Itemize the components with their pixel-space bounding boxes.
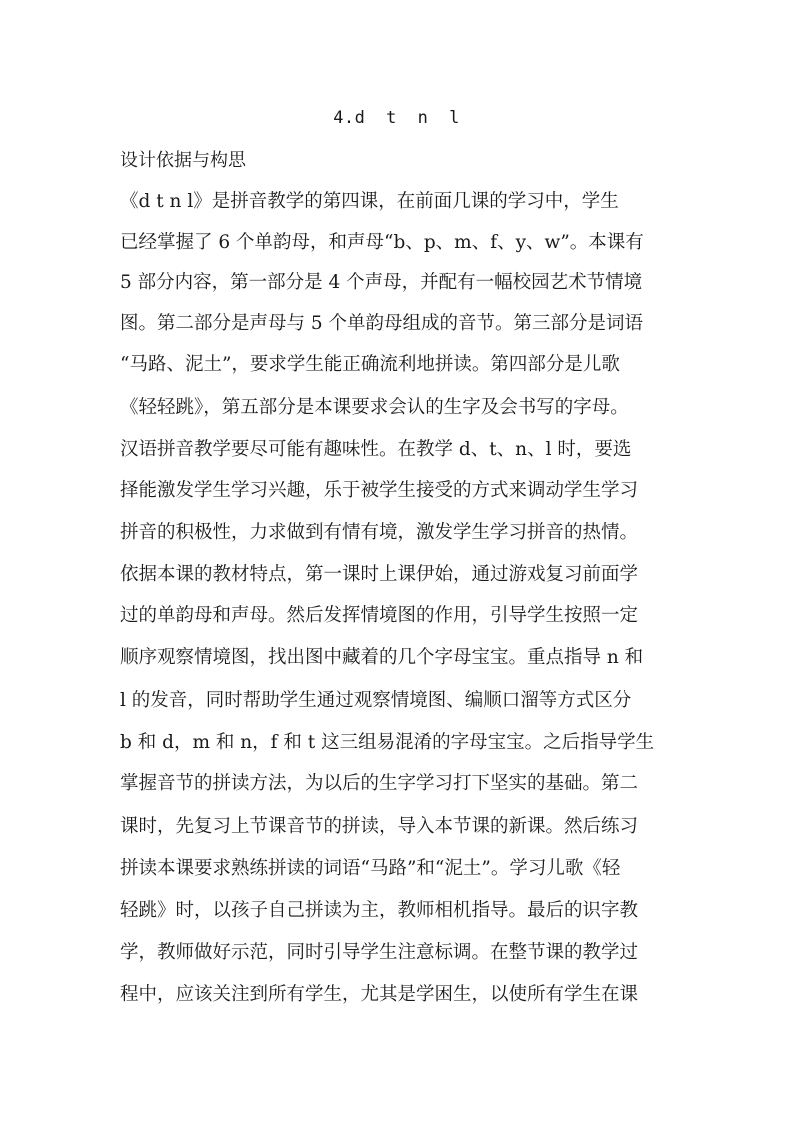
paragraph-line: 过的单韵母和声母。然后发挥情境图的作用，引导学生按照一定 [120,605,639,626]
paragraph-line: 拼读本课要求熟练拼读的词语“马路”和“泥土”。学习儿歌《轻 [120,858,621,879]
section-heading: 设计依据与构思 [120,150,246,171]
page-title: 4.d t n l [333,108,460,128]
paragraph-line: 课时，先复习上节课音节的拼读，导入本节课的新课。然后练习 [120,816,639,837]
paragraph-line: l 的发音，同时帮助学生通过观察情境图、编顺口溜等方式区分 [120,690,632,711]
paragraph-line: 择能激发学生学习兴趣，乐于被学生接受的方式来调动学生学习 [120,480,639,501]
paragraph-line: 已经掌握了 6 个单韵母，和声母“b、p、m、f、y、w”。本课有 [120,232,644,253]
paragraph-line: 依据本课的教材特点，第一课时上课伊始，通过游戏复习前面学 [120,564,639,585]
paragraph-line: 拼音的积极性，力求做到有情有境，激发学生学习拼音的热情。 [120,522,639,543]
paragraph-line: 程中，应该关注到所有学生，尤其是学困生，以使所有学生在课 [120,984,639,1005]
paragraph-line: 汉语拼音教学要尽可能有趣味性。在教学 d、t、n、l 时，要选 [120,439,632,460]
paragraph-line: “马路、泥土”，要求学生能正确流利地拼读。第四部分是儿歌 [120,354,620,375]
paragraph-line: 图。第二部分是声母与 5 个单韵母组成的音节。第三部分是词语 [120,313,644,334]
paragraph-line: 《轻轻跳》，第五部分是本课要求会认的生字及会书写的字母。 [120,397,629,418]
paragraph-line: 轻跳》时，以孩子自己拼读为主，教师相机指导。最后的识字教 [120,900,639,921]
paragraph-line: 学，教师做好示范，同时引导学生注意标调。在整节课的教学过 [120,942,639,963]
paragraph-line: 掌握音节的拼读方法，为以后的生字学习打下坚实的基础。第二 [120,773,639,794]
paragraph-line: b 和 d，m 和 n，f 和 t 这三组易混淆的字母宝宝。之后指导学生 [120,732,655,753]
paragraph-line: 5 部分内容，第一部分是 4 个声母，并配有一幅校园艺术节情境 [120,272,643,293]
paragraph-line: 顺序观察情境图，找出图中藏着的几个字母宝宝。重点指导 n 和 [120,647,644,668]
paragraph-line: 《d t n l》是拼音教学的第四课，在前面几课的学习中，学生 [120,191,619,212]
